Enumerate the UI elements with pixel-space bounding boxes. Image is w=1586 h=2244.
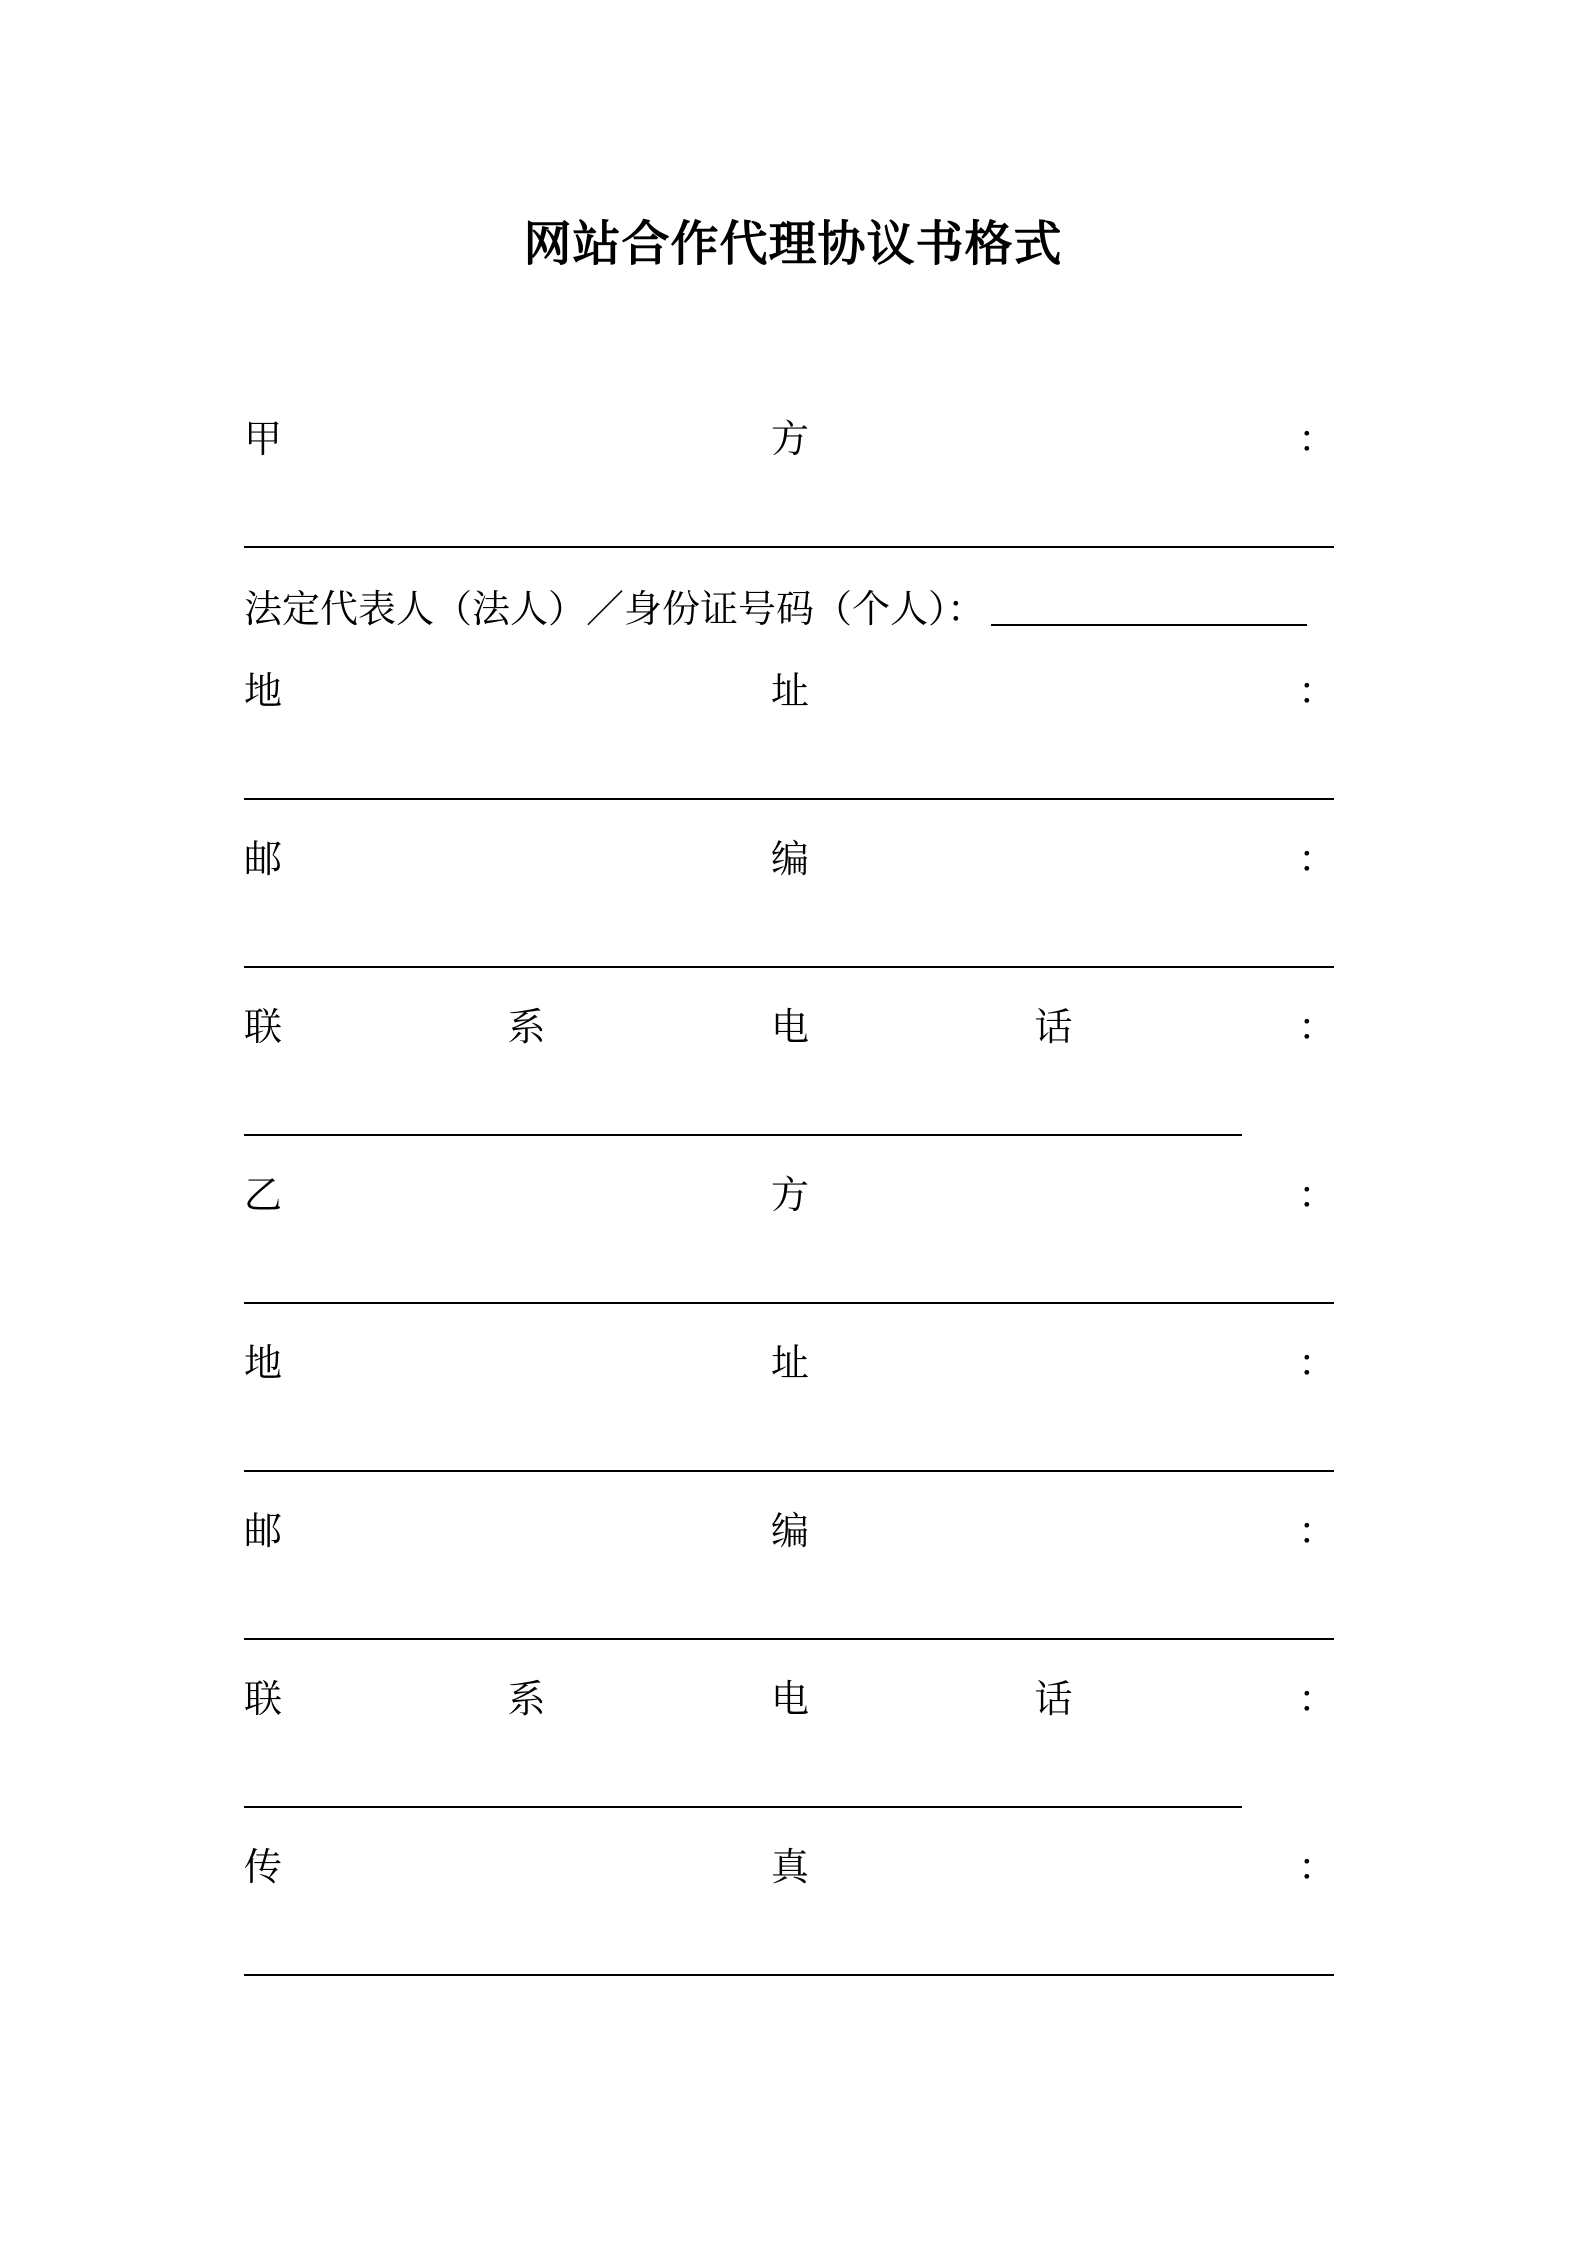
party-b-address-blank[interactable] bbox=[244, 1470, 1334, 1472]
label-char: 电 bbox=[770, 1005, 809, 1049]
label-char: 方 bbox=[770, 1173, 809, 1217]
label-char: 邮 bbox=[244, 1509, 283, 1553]
party-a-address-blank[interactable] bbox=[244, 798, 1334, 800]
label-char: 话 bbox=[1034, 1677, 1073, 1721]
party-a-name-blank[interactable] bbox=[244, 546, 1334, 548]
legal-rep-blank[interactable] bbox=[991, 624, 1307, 626]
label-colon: ： bbox=[1297, 1677, 1336, 1721]
party-a-address-label bbox=[244, 666, 1336, 716]
label-char: 传 bbox=[244, 1845, 283, 1889]
party-b-postcode-label bbox=[244, 1506, 1336, 1556]
party-b-fax-blank[interactable] bbox=[244, 1974, 1334, 1976]
label-colon: ： bbox=[1297, 1845, 1336, 1889]
label-char: 地 bbox=[244, 669, 283, 713]
label-colon: ： bbox=[1297, 1005, 1336, 1049]
label-colon: ： bbox=[1297, 837, 1336, 881]
party-b-address-label bbox=[244, 1338, 1336, 1388]
label-colon: ： bbox=[1297, 417, 1336, 461]
label-char: 系 bbox=[507, 1677, 546, 1721]
party-a-phone-label bbox=[244, 1002, 1336, 1052]
label-char: 话 bbox=[1034, 1005, 1073, 1049]
label-char: 地 bbox=[244, 1341, 283, 1385]
label-char: 乙 bbox=[244, 1173, 283, 1217]
document-title: 网站合作代理协议书格式 bbox=[523, 216, 1063, 272]
label-colon: ： bbox=[1297, 669, 1336, 713]
label-char: 联 bbox=[244, 1677, 283, 1721]
label-colon: ： bbox=[1297, 1173, 1336, 1217]
party-a-name-label bbox=[244, 414, 1336, 464]
party-a-legal-rep-row bbox=[244, 584, 1354, 634]
party-b-phone-blank[interactable] bbox=[244, 1806, 1242, 1808]
label-char: 系 bbox=[507, 1005, 546, 1049]
party-b-phone-label bbox=[244, 1674, 1336, 1724]
label-char: 联 bbox=[244, 1005, 283, 1049]
label-colon: ： bbox=[1297, 1341, 1336, 1385]
legal-rep-label: 法定代表人（法人）／身份证号码（个人）： bbox=[244, 587, 986, 631]
label-char: 邮 bbox=[244, 837, 283, 881]
label-char: 电 bbox=[770, 1677, 809, 1721]
party-b-name-blank[interactable] bbox=[244, 1302, 1334, 1304]
label-char: 编 bbox=[770, 1509, 809, 1553]
label-char: 方 bbox=[770, 417, 809, 461]
party-b-fax-label bbox=[244, 1842, 1336, 1892]
party-b-postcode-blank[interactable] bbox=[244, 1638, 1334, 1640]
label-char: 址 bbox=[770, 1341, 809, 1385]
party-b-name-label bbox=[244, 1170, 1336, 1220]
label-char: 真 bbox=[770, 1845, 809, 1889]
label-colon: ： bbox=[1297, 1509, 1336, 1553]
label-char: 址 bbox=[770, 669, 809, 713]
label-char: 编 bbox=[770, 837, 809, 881]
label-char: 甲 bbox=[244, 417, 283, 461]
party-a-postcode-blank[interactable] bbox=[244, 966, 1334, 968]
party-a-postcode-label bbox=[244, 834, 1336, 884]
party-a-phone-blank[interactable] bbox=[244, 1134, 1242, 1136]
